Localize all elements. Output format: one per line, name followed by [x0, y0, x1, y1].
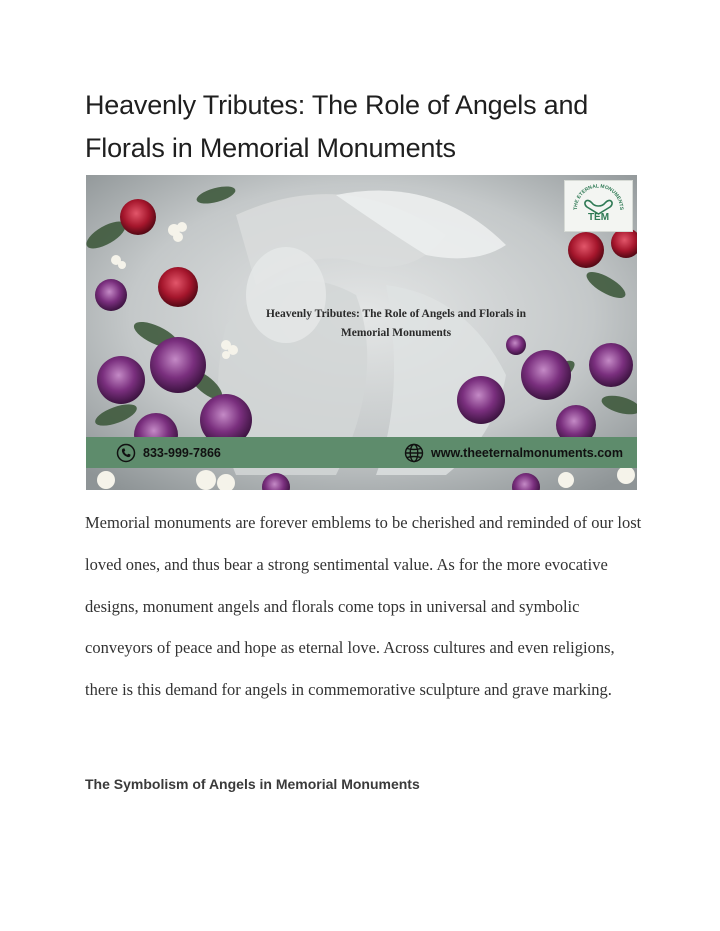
page-title: Heavenly Tributes: The Role of Angels and Florals in Memorial Monuments — [85, 90, 589, 163]
globe-icon — [404, 443, 424, 463]
phone-icon — [116, 443, 136, 463]
website-url[interactable]: www.theeternalmonuments.com — [431, 445, 623, 460]
contact-bar — [86, 437, 637, 468]
phone-number: 833-999-7866 — [143, 445, 221, 460]
body-paragraph: Memorial monuments are forever emblems to be cherished and reminded of our lost loved ones, and thus bear a strong sentimental value. As for the more evocative designs, monument angels and florals come tops in universal and symbolic conveyors of peace and hope as eternal love. Across cultures and even religions, there is this demand for angels in commemorative sculpture and grave marking. — [85, 513, 642, 700]
banner-heading — [236, 305, 556, 343]
logo-abbreviation: TEM — [587, 212, 610, 223]
phone-contact — [116, 442, 221, 463]
section-subheading: The Symbolism of Angels in Memorial Monuments — [85, 776, 420, 792]
banner-heading-line-1: Heavenly Tributes: The Role of Angels and Florals in — [265, 308, 527, 320]
banner-image — [86, 175, 637, 490]
logo-ring-text: THE ETERNAL MONUMENTS — [572, 183, 625, 211]
banner-heading-line-2: Memorial Monuments — [340, 327, 452, 339]
website-contact — [404, 442, 623, 463]
brand-logo — [564, 180, 633, 232]
